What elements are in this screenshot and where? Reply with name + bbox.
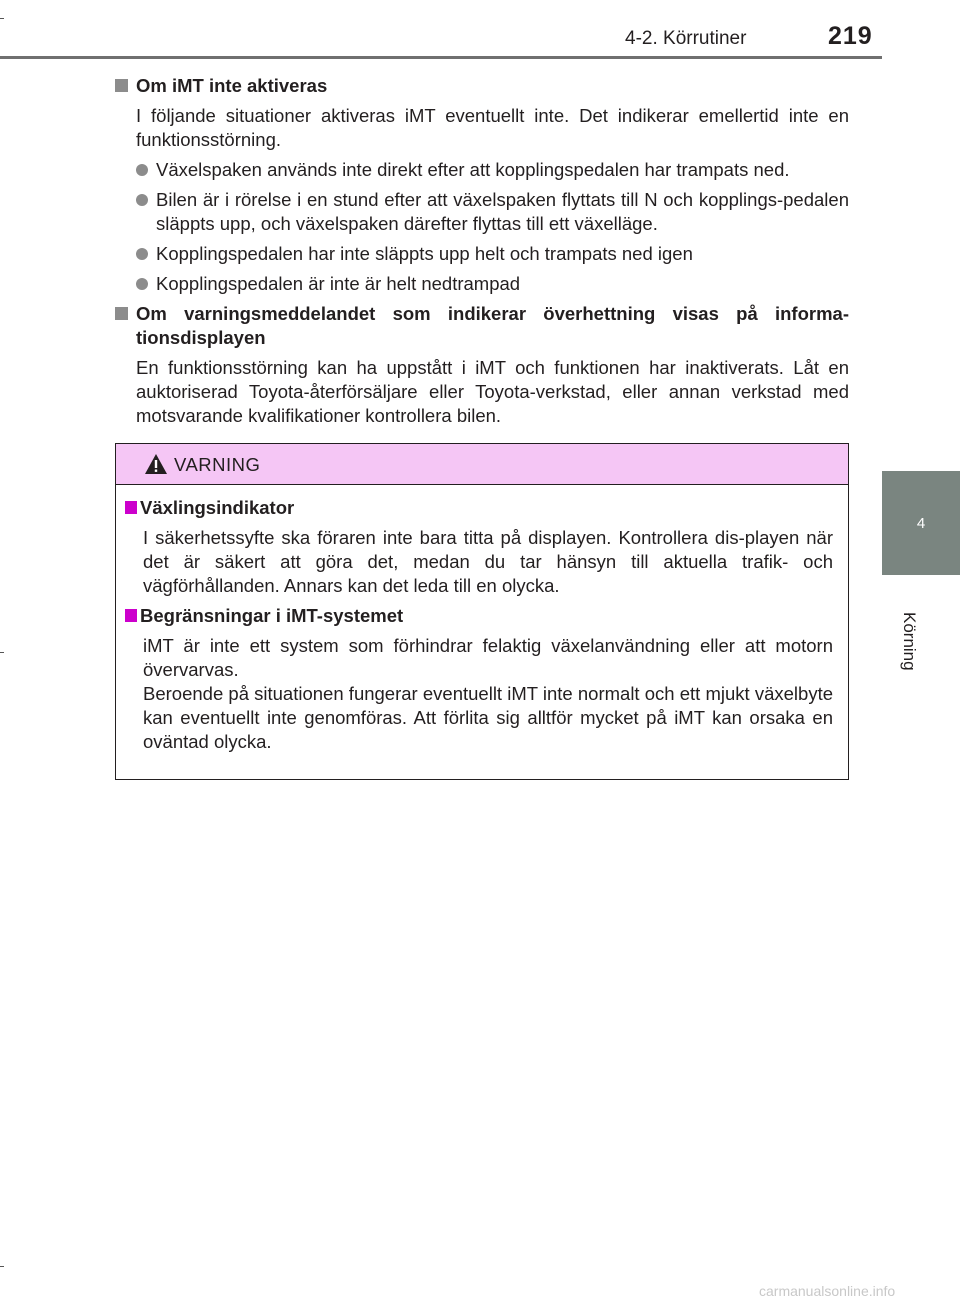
header-rule <box>0 56 882 59</box>
chapter-tab-number: 4 <box>916 515 926 532</box>
list-item-text: Växelspaken används inte direkt efter att kopplingspedalen har trampats ned. <box>156 159 790 180</box>
chapter-tab-label: Körning <box>900 612 919 671</box>
list-item-text: Kopplingspedalen har inte släppts upp helt och trampats ned igen <box>156 243 693 264</box>
list-item-text: Kopplingspedalen är inte är helt nedtrampad <box>156 273 521 294</box>
round-bullet-icon <box>136 164 148 176</box>
section-heading <box>115 74 849 98</box>
warning-item-title: Växlingsindikator <box>140 497 295 518</box>
section-body: I följande situationer aktiveras iMT eventuellt inte. Det indikerar emellertid inte en funktionsstörning. <box>136 105 849 150</box>
section-title: Om varningsmeddelandet som indikerar överhettning visas på informa-tionsdisplayen <box>136 303 849 348</box>
square-bullet-icon <box>125 609 137 622</box>
watermark: carmanualsonline.info <box>759 1283 896 1299</box>
chapter-title: 4-2. Körrutiner <box>625 28 747 49</box>
warning-item-text: I säkerhetssyfte ska föraren inte bara titta på displayen. Kontrollera dis-playen när det är säkert att göra det, medan du tar hänsyn till aktuella trafik- och vägförhållanden. Annars kan det leda till en olycka. <box>143 527 833 596</box>
round-bullet-icon <box>136 194 148 206</box>
list-item <box>115 158 849 182</box>
warning-item-heading <box>116 496 833 520</box>
list-item <box>115 242 849 266</box>
warning-item-title: Begränsningar i iMT-systemet <box>140 605 404 626</box>
square-bullet-icon <box>125 501 137 514</box>
warning-item-text: iMT är inte ett system som förhindrar felaktig växelanvändning eller att motorn övervarvas. <box>143 635 833 680</box>
page-number: 219 <box>828 22 873 50</box>
crop-mark <box>0 18 4 19</box>
warning-body <box>116 496 833 760</box>
crop-mark <box>0 1266 4 1267</box>
warning-title: VARNING <box>174 454 261 475</box>
list-item <box>115 188 849 236</box>
list-item <box>115 272 849 296</box>
list-item-text: Bilen är i rörelse i en stund efter att växelspaken flyttats till N och kopplings-pedalen släppts upp, och växelspaken därefter flyttas till ett växelläge. <box>156 189 849 234</box>
section-title: Om iMT inte aktiveras <box>136 75 328 96</box>
main-content <box>115 74 849 434</box>
warning-item-heading <box>116 604 833 628</box>
square-bullet-icon <box>115 307 128 320</box>
square-bullet-icon <box>115 79 128 92</box>
warning-triangle-icon <box>144 453 168 475</box>
warning-box <box>115 443 849 780</box>
section-heading <box>115 302 849 350</box>
warning-item-text: Beroende på situationen fungerar eventuellt iMT inte normalt och ett mjukt växelbyte kan eventuellt inte genomföras. Att förlita sig alltför mycket på iMT kan orsaka en oväntad olycka. <box>143 683 833 752</box>
round-bullet-icon <box>136 278 148 290</box>
chapter-tab <box>882 471 960 575</box>
crop-mark <box>0 652 4 653</box>
warning-header <box>116 444 848 485</box>
section-body: En funktionsstörning kan ha uppstått i iMT och funktionen har inaktiverats. Låt en auktoriserad Toyota-återförsäljare eller Toyota-verkstad, eller annan verkstad med motsvarande kvalifikationer kontrollera bilen. <box>136 357 849 426</box>
round-bullet-icon <box>136 248 148 260</box>
